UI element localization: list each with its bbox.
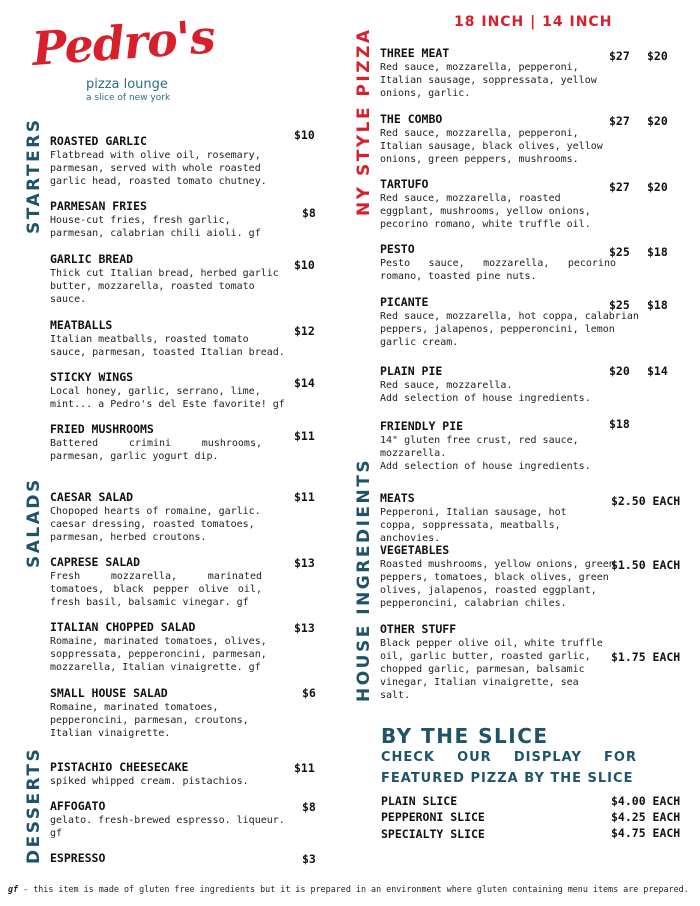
slice-item-name: PLAIN SLICE: [381, 794, 458, 808]
section-heading-salads: SALADS: [24, 477, 44, 568]
item-name: MEATBALLS: [50, 318, 113, 332]
pizza-item: [380, 112, 620, 166]
price-18-inch: $25: [609, 298, 630, 312]
price-18-inch: $25: [609, 245, 630, 259]
item-price: $13: [294, 556, 315, 570]
menu-item: [50, 422, 262, 463]
item-description: Black pepper olive oil, white truffle oil, garlic butter, roasted garlic, chopped garlic, parmesan, balsamic vinegar, Italian vinaigrette, sea salt.: [380, 638, 603, 701]
slice-item-name: SPECIALTY SLICE: [381, 827, 485, 841]
item-description: Italian meatballs, roasted tomato sauce, parmesan, toasted Italian bread.: [50, 334, 285, 358]
item-name: ITALIAN CHOPPED SALAD: [50, 620, 196, 634]
menu-item: [50, 199, 286, 240]
item-name: SMALL HOUSE SALAD: [50, 686, 168, 700]
item-name: PARMESAN FRIES: [50, 199, 147, 213]
pizza-size-header: 18 INCH | 14 INCH: [454, 14, 613, 30]
gf-mark: gf: [8, 884, 19, 894]
item-name: CAPRESE SALAD: [50, 555, 141, 569]
item-description: House-cut fries, fresh garlic, parmesan, calabrian chili aioli. gf: [50, 215, 261, 239]
item-description: Flatbread with olive oil, rosemary, parmesan, served with whole roasted garlic head, roasted tomato chutney.: [50, 150, 267, 187]
item-name: ROASTED GARLIC: [50, 134, 147, 148]
price-14-inch: $20: [647, 180, 668, 194]
menu-item: [50, 134, 286, 188]
item-description: Red sauce, mozzarella, hot coppa, calabrian peppers, jalapenos, pepperoncini, lemon garlic cream.: [380, 311, 639, 348]
item-name: THREE MEAT: [380, 46, 450, 60]
item-name: PESTO: [380, 242, 415, 256]
menu-item: [50, 370, 286, 411]
slice-subheading-1: CHECK OUR DISPLAY FOR: [381, 750, 637, 765]
ingredient-group: [380, 491, 606, 545]
item-name: PICANTE: [380, 295, 429, 309]
item-price: $14: [294, 376, 315, 390]
footnote-text: - this item is made of gluten free ingredients but it is prepared in an environment where gluten containing menu items are prepared.: [18, 884, 689, 894]
section-heading-ny-pizza: NY STYLE PIZZA: [354, 27, 374, 216]
section-heading-starters: STARTERS: [24, 117, 44, 234]
slice-item-price: $4.25 EACH: [611, 810, 681, 824]
item-price: $1.75 EACH: [611, 650, 681, 664]
item-description: Red sauce, mozzarella, roasted eggplant, mushrooms, yellow onions, pecorino romano, white truffle oil.: [380, 193, 591, 230]
price-18-inch: $27: [609, 49, 630, 63]
slice-item-price: $4.00 EACH: [611, 794, 681, 808]
item-description: Fresh mozzarella, marinated tomatoes, black pepper olive oil, fresh basil, balsamic vinegar. gf: [50, 571, 262, 608]
ingredient-group: [380, 622, 612, 702]
pizza-item: [380, 419, 616, 473]
price-18-inch: $27: [609, 180, 630, 194]
item-description: Roasted mushrooms, yellow onions, green peppers, tomatoes, black olives, green olives, jalapenos, roasted eggplant, pepperoncini, calabrian chiles.: [380, 559, 615, 609]
logo-tagline: pizza lounge: [86, 77, 168, 92]
ingredient-group: [380, 543, 634, 610]
item-name: AFFOGATO: [50, 799, 106, 813]
item-name: PISTACHIO CHEESECAKE: [50, 760, 189, 774]
item-name: STICKY WINGS: [50, 370, 134, 384]
item-price: $8: [302, 800, 316, 814]
menu-item: [50, 555, 262, 609]
menu-item: [50, 318, 288, 359]
item-description: Thick cut Italian bread, herbed garlic butter, mozzarella, roasted tomato sauce.: [50, 268, 279, 305]
pizza-item: [380, 46, 618, 100]
price-14-inch: $20: [647, 49, 668, 63]
item-description: 14" gluten free crust, red sauce, mozzarella.: [380, 435, 579, 459]
item-description: Red sauce, mozzarella, pepperoni, Italian sausage, black olives, yellow onions, green peppers, mushrooms.: [380, 128, 603, 165]
item-price: $3: [302, 852, 316, 866]
item-price: $11: [294, 490, 315, 504]
item-price: $11: [294, 761, 315, 775]
item-price: $13: [294, 621, 315, 635]
item-description: Romaine, marinated tomatoes, pepperoncini, parmesan, croutons, Italian vinaigrette.: [50, 702, 249, 739]
section-heading-desserts: DESSERTS: [24, 746, 44, 864]
item-price: $10: [294, 128, 315, 142]
item-name: FRIED MUSHROOMS: [50, 422, 154, 436]
item-description-note: Add selection of house ingredients.: [380, 461, 591, 472]
price-18-inch: $27: [609, 114, 630, 128]
item-description: Pesto sauce, mozzarella, pecorino romano, toasted pine nuts.: [380, 258, 616, 282]
gluten-free-footnote: [8, 884, 689, 894]
item-description: spiked whipped cream. pistachios.: [50, 776, 249, 787]
item-name: PLAIN PIE: [380, 364, 443, 378]
slice-subheading-2: FEATURED PIZZA BY THE SLICE: [381, 771, 634, 786]
menu-item: [50, 760, 286, 788]
item-name: VEGETABLES: [380, 543, 450, 557]
menu-item: [50, 799, 286, 840]
price-14-inch: $14: [647, 364, 668, 378]
item-description-note: Add selection of house ingredients.: [380, 393, 591, 404]
item-price: $10: [294, 258, 315, 272]
item-price: $2.50 EACH: [611, 494, 681, 508]
item-name: TARTUFO: [380, 177, 429, 191]
item-description: Red sauce, mozzarella, pepperoni, Italian sausage, soppressata, yellow onions, garlic.: [380, 62, 597, 99]
menu-item: [50, 490, 286, 544]
price-18-inch: $20: [609, 364, 630, 378]
slice-item-price: $4.75 EACH: [611, 826, 681, 840]
section-heading-house-ingredients: HOUSE INGREDIENTS: [354, 457, 374, 702]
item-description: Romaine, marinated tomatoes, olives, soppressata, pepperoncini, parmesan, mozzarella, Italian vinaigrette. gf: [50, 636, 267, 673]
item-price: $11: [294, 429, 315, 443]
item-description: Chopoped hearts of romaine, garlic. caesar dressing, roasted tomatoes, parmesan, herbed croutons.: [50, 506, 261, 543]
pizza-item: [380, 177, 620, 231]
menu-item: [50, 252, 286, 306]
price-14-inch: $18: [647, 298, 668, 312]
item-name: OTHER STUFF: [380, 622, 457, 636]
item-name: THE COMBO: [380, 112, 443, 126]
item-description: Red sauce, mozzarella.: [380, 380, 513, 391]
logo-script: Pedro's: [30, 9, 217, 76]
pizza-item: [380, 364, 616, 405]
menu-item: [50, 620, 286, 674]
pizza-item: [380, 242, 616, 283]
item-name: ESPRESSO: [50, 851, 106, 865]
slice-heading: BY THE SLICE: [381, 724, 549, 748]
price-14-inch: $18: [647, 245, 668, 259]
menu-item: [50, 851, 286, 865]
item-name: FRIENDLY PIE: [380, 419, 464, 433]
item-price: $1.50 EACH: [611, 558, 681, 572]
logo-subtagline: a slice of new york: [86, 93, 171, 103]
item-description: gelato. fresh-brewed espresso. liqueur. gf: [50, 815, 285, 839]
item-description: Pepperoni, Italian sausage, hot coppa, soppressata, meatballs, anchovies.: [380, 507, 567, 544]
slice-item-name: PEPPERONI SLICE: [381, 810, 485, 824]
menu-item: [50, 686, 286, 740]
item-description: Local honey, garlic, serrano, lime, mint... a Pedro's del Este favorite! gf: [50, 386, 285, 410]
item-name: GARLIC BREAD: [50, 252, 134, 266]
item-name: MEATS: [380, 491, 415, 505]
item-price: $12: [294, 324, 315, 338]
item-description: Battered crimini mushrooms, parmesan, garlic yogurt dip.: [50, 438, 262, 462]
item-price: $8: [302, 206, 316, 220]
item-price: $6: [302, 686, 316, 700]
price-14-inch: $20: [647, 114, 668, 128]
item-name: CAESAR SALAD: [50, 490, 134, 504]
price-18-inch: $18: [609, 417, 630, 431]
